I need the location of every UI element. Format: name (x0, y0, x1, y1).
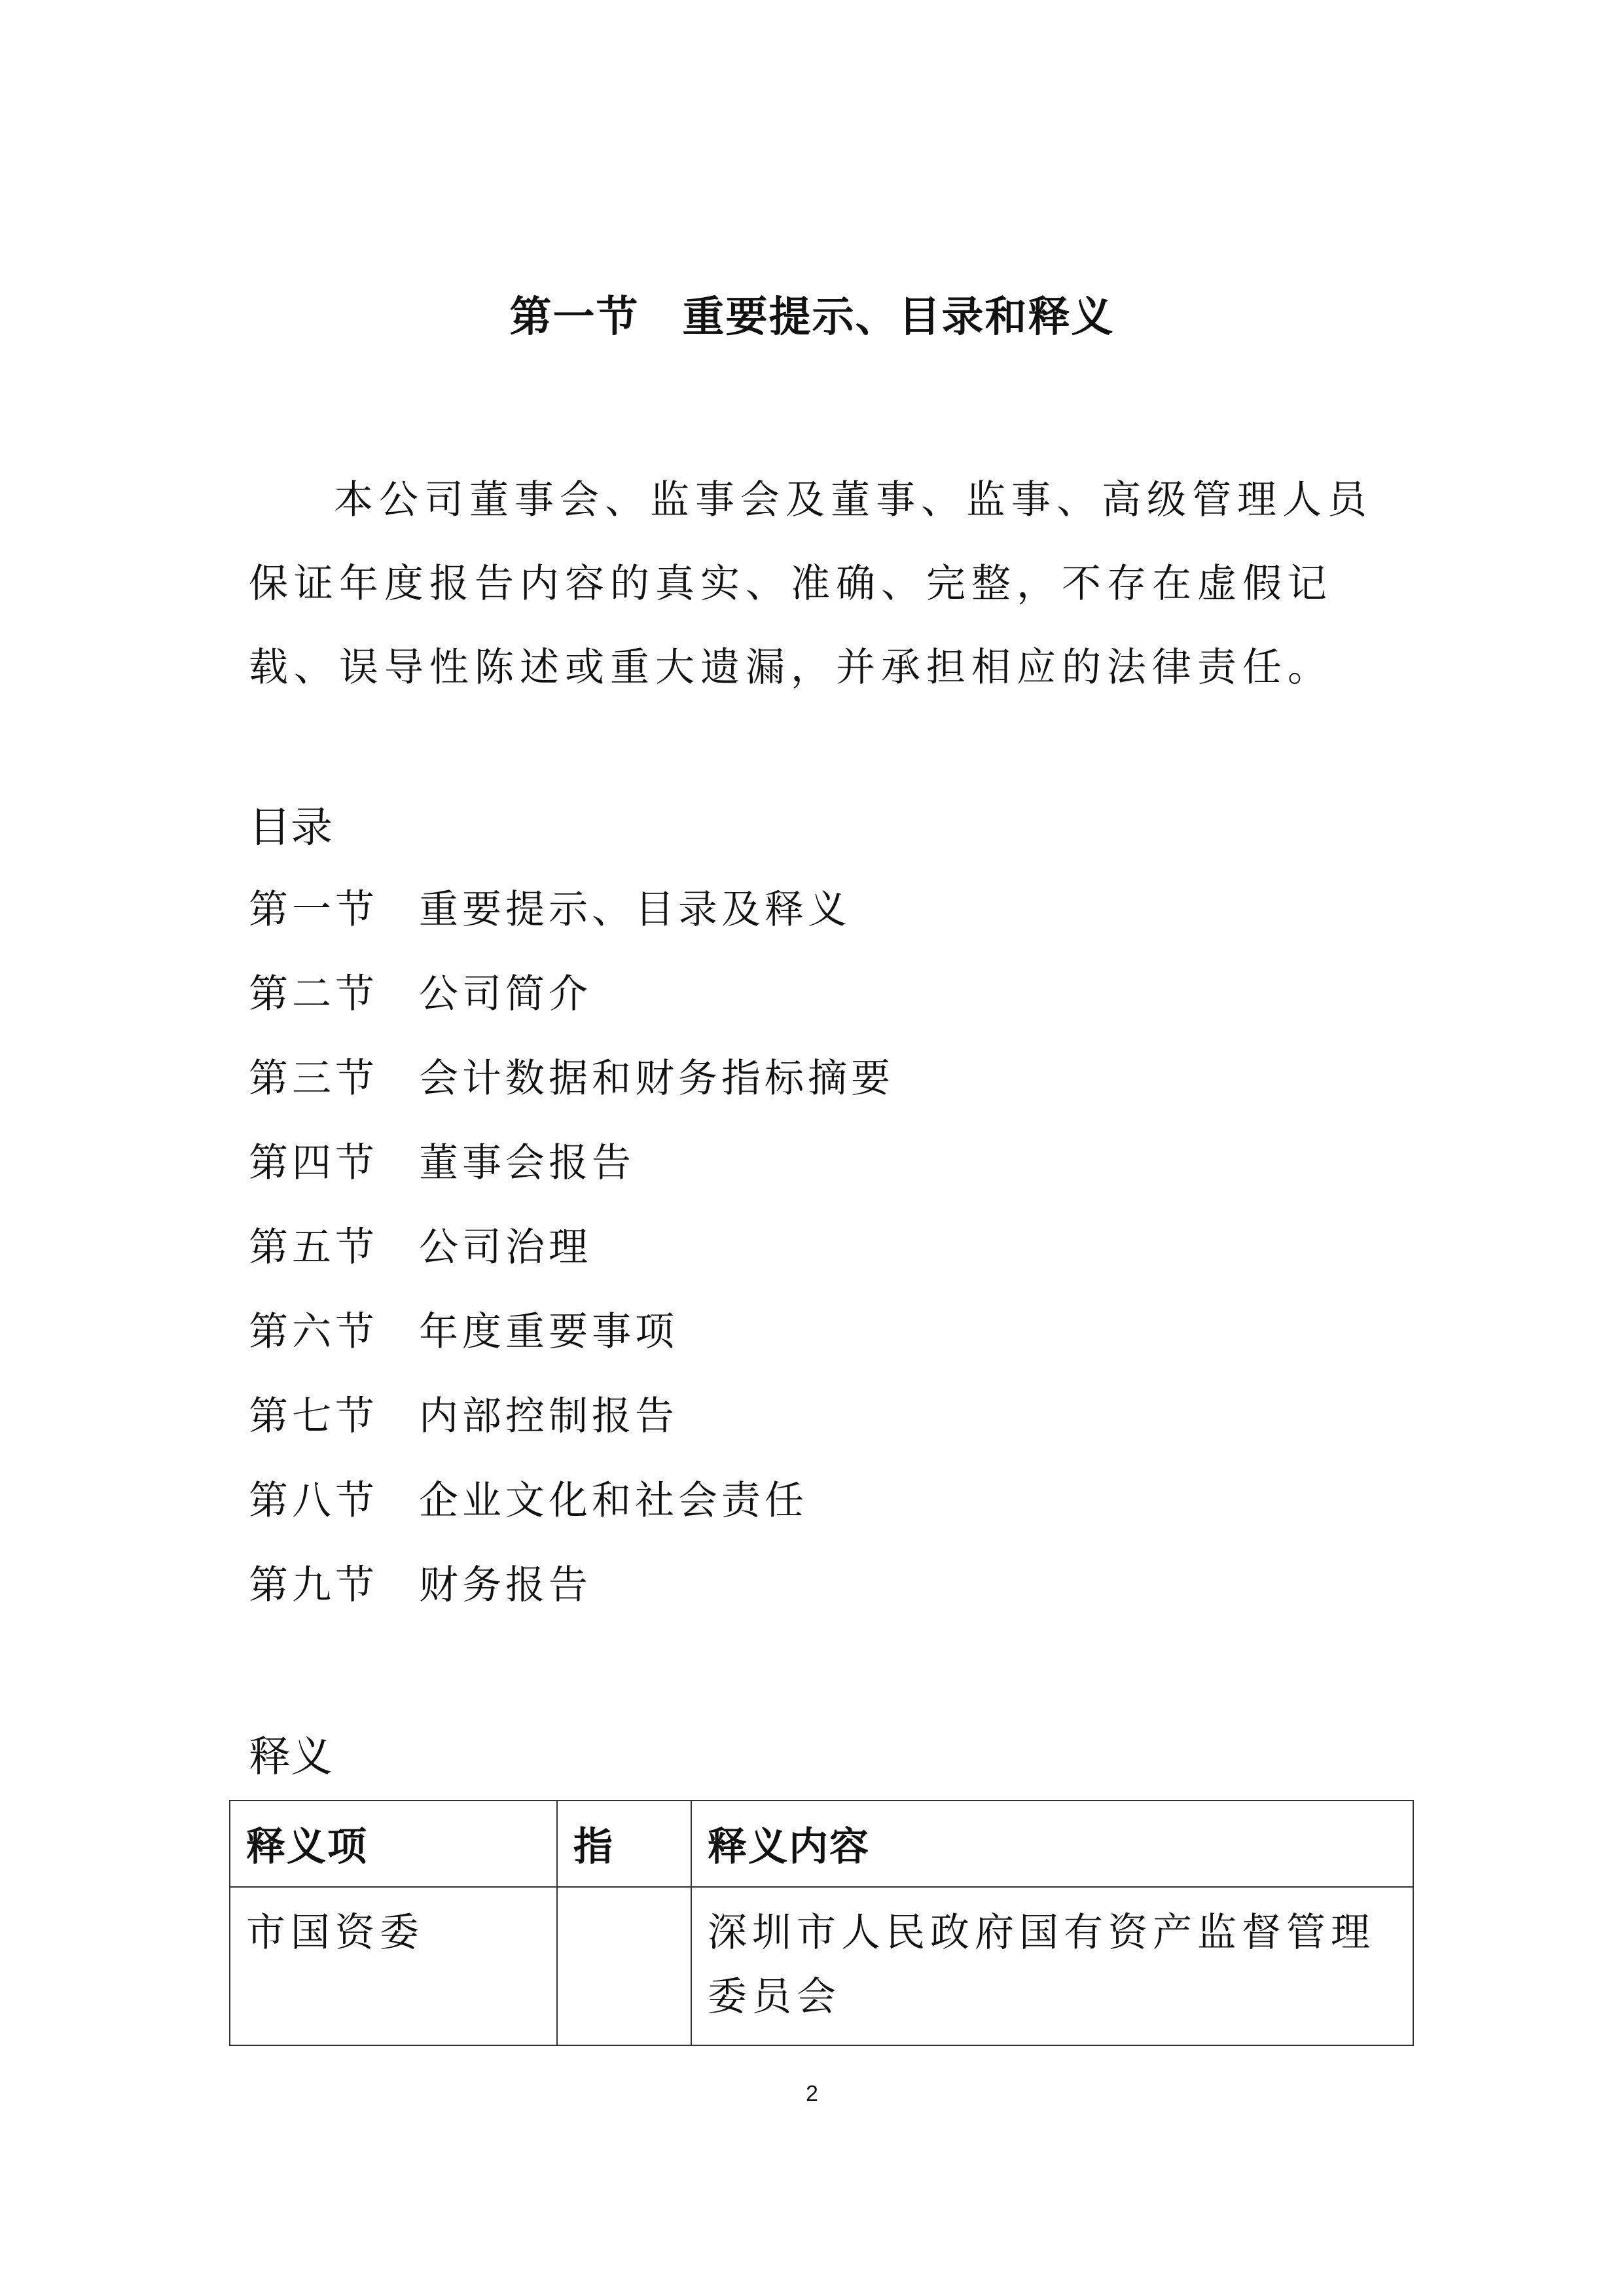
toc-item (249, 968, 894, 1052)
glossary-column-header-term: 释义项 (230, 1801, 557, 1887)
glossary-definition-cell: 深圳市人民政府国有资产监督管理委员会 (691, 1887, 1413, 2045)
toc-item (249, 1306, 894, 1390)
toc-item-title: 重要提示、目录及释义 (419, 887, 851, 933)
glossary-sep-cell (557, 1887, 691, 2045)
toc-item-number: 第八节 (249, 1478, 378, 1524)
toc-item-number: 第九节 (249, 1562, 378, 1608)
toc-item-title: 公司治理 (419, 1225, 592, 1270)
glossary-table (229, 1800, 1414, 2046)
toc-item-title: 会计数据和财务指标摘要 (419, 1056, 894, 1102)
toc-item (249, 1559, 894, 1643)
toc-heading: 目录 (249, 804, 333, 852)
glossary-heading: 释义 (249, 1733, 333, 1782)
toc-item (249, 1390, 894, 1475)
toc-item-title: 企业文化和社会责任 (419, 1478, 808, 1524)
toc-item-title: 财务报告 (419, 1562, 592, 1608)
toc-item-number: 第三节 (249, 1056, 378, 1102)
toc-item (249, 1475, 894, 1559)
toc-item-title: 内部控制报告 (419, 1393, 678, 1439)
toc-item (249, 1137, 894, 1221)
glossary-header-row (230, 1801, 1413, 1887)
table-of-contents (249, 884, 894, 1643)
toc-item-number: 第四节 (249, 1140, 378, 1186)
toc-item-title: 年度重要事项 (419, 1309, 678, 1355)
toc-item-number: 第一节 (249, 887, 378, 933)
toc-item (249, 1221, 894, 1306)
glossary-column-header-definition: 释义内容 (691, 1801, 1413, 1887)
toc-item-title: 董事会报告 (419, 1140, 635, 1186)
glossary-column-header-sep: 指 (557, 1801, 691, 1887)
page-number: 2 (806, 2081, 818, 2106)
toc-item (249, 884, 894, 968)
toc-item (249, 1052, 894, 1137)
table-row (230, 1887, 1413, 2045)
glossary-term-cell: 市国资委 (230, 1887, 557, 2045)
toc-item-number: 第五节 (249, 1225, 378, 1270)
toc-item-number: 第二节 (249, 971, 378, 1017)
toc-item-title: 公司简介 (419, 971, 592, 1017)
toc-item-number: 第七节 (249, 1393, 378, 1439)
section-title: 第一节 重要提示、目录和释义 (509, 293, 1115, 342)
intro-paragraph: 本公司董事会、监事会及董事、监事、高级管理人员保证年度报告内容的真实、准确、完整，不存在虚假记载、误导性陈述或重大遗漏，并承担相应的法律责任。 (249, 477, 1373, 691)
toc-item-number: 第六节 (249, 1309, 378, 1355)
